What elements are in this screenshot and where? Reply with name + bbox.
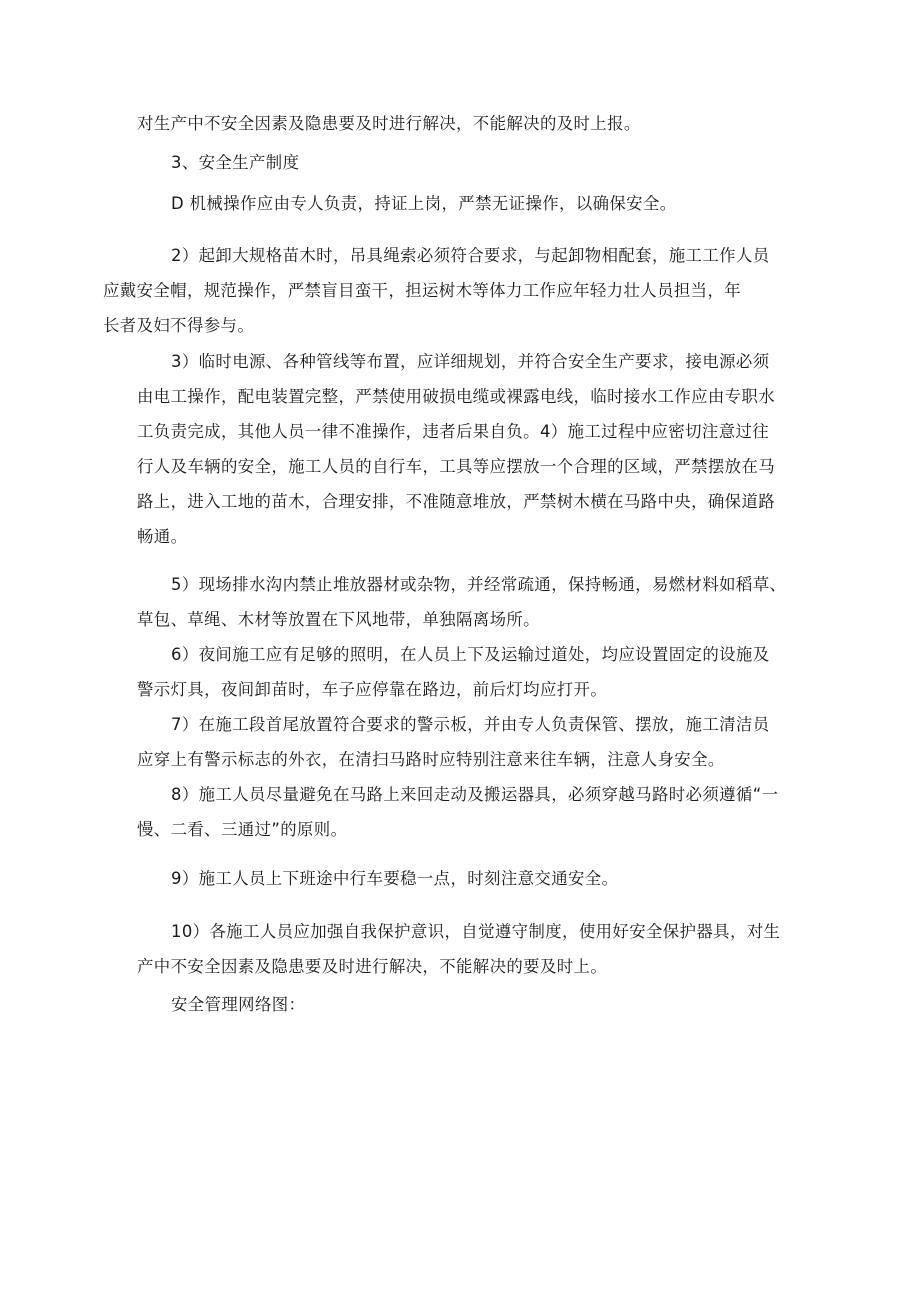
rule-line: 10）各施工人员应加强自我保护意识，自觉遵守制度，使用好安全保护器具，对生 (171, 922, 781, 941)
rule-line: 8）施工人员尽量避免在马路上来回走动及搬运器具，必须穿越马路时必须遵循“一 (171, 785, 779, 804)
rule-line: 由电工操作，配电装置完整，严禁使用破损电缆或裸露电线，临时接水工作应由专职水 (137, 387, 776, 406)
rule-line: 7）在施工段首尾放置符合要求的警示板，并由专人负责保管、摆放，施工清洁员 (171, 715, 770, 734)
rule-item-6 (137, 637, 797, 707)
rule-line: 畅通。 (137, 527, 188, 546)
rule-item-2 (103, 238, 797, 343)
rule-line: 行人及车辆的安全，施工人员的自行车，工具等应摆放一个合理的区域，严禁摆放在马 (137, 457, 776, 476)
rule-item-1 (137, 186, 797, 221)
section-heading (137, 145, 797, 180)
section-heading-text: 3、安全生产制度 (171, 153, 300, 172)
rule-line: 长者及妇不得参与。 (103, 316, 255, 335)
rule-line: 慢、二看、三通过”的原则。 (137, 820, 348, 839)
rule-line: 9）施工人员上下班途中行车要稳一点，时刻注意交通安全。 (171, 869, 619, 888)
intro-line: 对生产中不安全因素及隐患要及时进行解决，不能解决的及时上报。 (137, 114, 641, 133)
rule-line: 5）现场排水沟内禁止堆放器材或杂物，并经常疏通，保持畅通，易燃材料如稻草、 (171, 575, 787, 594)
rule-line: 6）夜间施工应有足够的照明，在人员上下及运输过道处，均应设置固定的设施及 (171, 645, 770, 664)
intro-paragraph (137, 106, 797, 141)
rule-line: 产中不安全因素及隐患要及时进行解决，不能解决的要及时上。 (137, 957, 608, 976)
rule-item-7 (137, 707, 797, 777)
rule-item-3 (137, 344, 797, 554)
rule-item-9 (137, 861, 797, 896)
rule-item-5 (137, 567, 797, 637)
rule-item-8 (137, 777, 797, 847)
rule-line: 工负责完成，其他人员一律不准操作，违者后果自负。4）施工过程中应密切注意过往 (137, 422, 770, 441)
rule-line: 3）临时电源、各种管线等布置，应详细规划，并符合安全生产要求，接电源必须 (171, 352, 770, 371)
rule-line: 应戴安全帽，规范操作，严禁盲目蛮干，担运树木等体力工作应年轻力壮人员担当，年 (103, 281, 742, 300)
rule-line: 路上，进入工地的苗木，合理安排，不准随意堆放，严禁树木横在马路中央，确保道路 (137, 492, 776, 511)
rule-line: 应穿上有警示标志的外衣，在清扫马路时应特别注意来往车辆，注意人身安全。 (137, 750, 725, 769)
closing-caption-text: 安全管理网络图： (171, 995, 306, 1014)
rule-line: D 机械操作应由专人负责，持证上岗，严禁无证操作，以确保安全。 (171, 194, 677, 213)
rule-line: 草包、草绳、木材等放置在下风地带，单独隔离场所。 (137, 610, 540, 629)
rule-item-10 (137, 914, 797, 984)
rule-line: 2）起卸大规格苗木时，吊具绳索必须符合要求，与起卸物相配套，施工工作人员 (171, 246, 770, 265)
closing-caption (137, 987, 797, 1022)
rule-line: 警示灯具，夜间卸苗时，车子应停靠在路边，前后灯均应打开。 (137, 680, 608, 699)
